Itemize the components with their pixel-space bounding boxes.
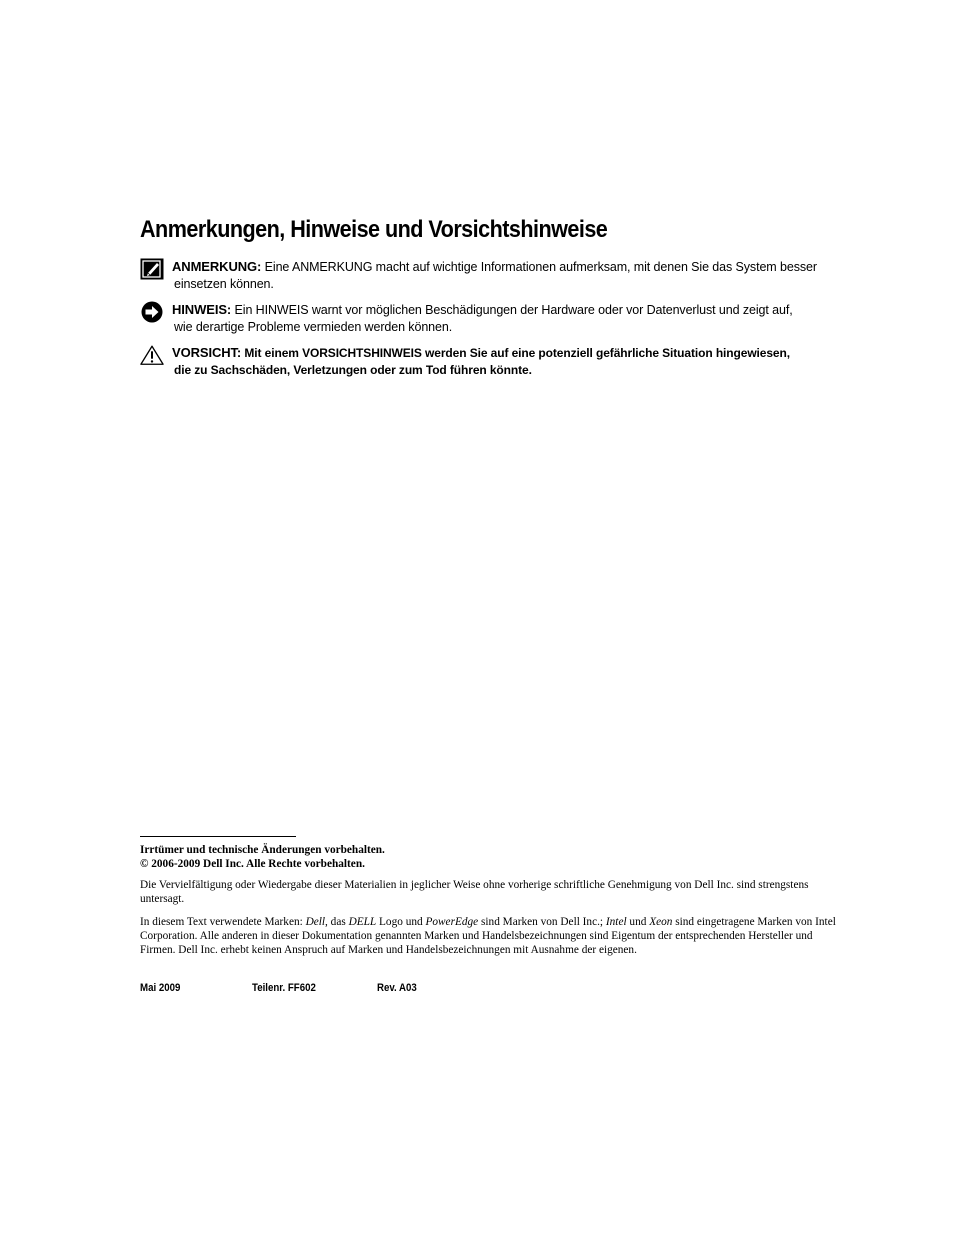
note-text: Ein HINWEIS warnt vor möglichen Beschädigungen der Hardware oder vor Datenverlust und zeigt auf, [234, 303, 793, 317]
trademark-text: sind Marken von Dell Inc.; [478, 916, 606, 928]
note-vorsicht [140, 344, 840, 379]
note-text-continued: die zu Sachschäden, Verletzungen oder zum Tod führen könnte. [174, 363, 532, 377]
trademark-text: In diesem Text verwendete Marken: [140, 916, 306, 928]
pencil-note-icon [140, 258, 164, 280]
note-label: VORSICHT: [172, 345, 242, 360]
note-hinweis [140, 301, 840, 336]
warning-triangle-icon [140, 344, 164, 366]
note-text-continued: wie derartige Probleme vermieden werden können. [174, 320, 453, 334]
trademark-dell-logo: DELL [348, 916, 377, 928]
trademark-text: Logo und [376, 916, 426, 928]
note-text-continued: einsetzen können. [174, 277, 274, 291]
trademark-dell: Dell [305, 916, 326, 928]
note-anmerkung [140, 258, 840, 293]
note-text: Mit einem VORSICHTSHINWEIS werden Sie auf eine potenziell gefährliche Situation hingewiesen, [244, 346, 790, 360]
errata-line: Irrtümer und technische Änderungen vorbehalten. [140, 844, 385, 856]
footer-part-number: Teilenr. FF602 [252, 982, 316, 994]
note-text: Eine ANMERKUNG macht auf wichtige Informationen aufmerksam, mit denen Sie das System besser [264, 260, 817, 274]
footer-revision: Rev. A03 [377, 982, 417, 994]
divider [140, 836, 296, 837]
trademark-poweredge: PowerEdge [425, 916, 479, 928]
footer-date: Mai 2009 [140, 982, 181, 994]
trademark-intel: Intel [605, 916, 627, 928]
trademark-text: und [626, 916, 650, 928]
copyright-line: © 2006-2009 Dell Inc. Alle Rechte vorbehalten. [140, 858, 365, 870]
trademark-xeon: Xeon [649, 916, 673, 928]
note-label: HINWEIS: [172, 302, 232, 317]
arrow-circle-icon [140, 301, 164, 323]
page-title: Anmerkungen, Hinweise und Vorsichtshinweise [140, 216, 608, 243]
trademark-text: sind eingetragene Marken von Intel Corporation. Alle anderen in dieser Dokumentation genannten Marken und Handelsbezeichnungen sind Eigentum der entsprechenden Hersteller und Firmen. Dell Inc. erhebt keinen Anspruch auf Marken und Handelsbezeichnungen mit Ausnahme der eigenen. [140, 916, 836, 956]
legal-notice [140, 843, 850, 871]
trademark-notice [140, 915, 850, 957]
note-label: ANMERKUNG: [172, 259, 262, 274]
reproduction-notice: Die Vervielfältigung oder Wiedergabe dieser Materialien in jeglicher Weise ohne vorherige schriftliche Genehmigung von Dell Inc. sind strengstens untersagt. [140, 879, 809, 905]
trademark-text: , das [325, 916, 349, 928]
